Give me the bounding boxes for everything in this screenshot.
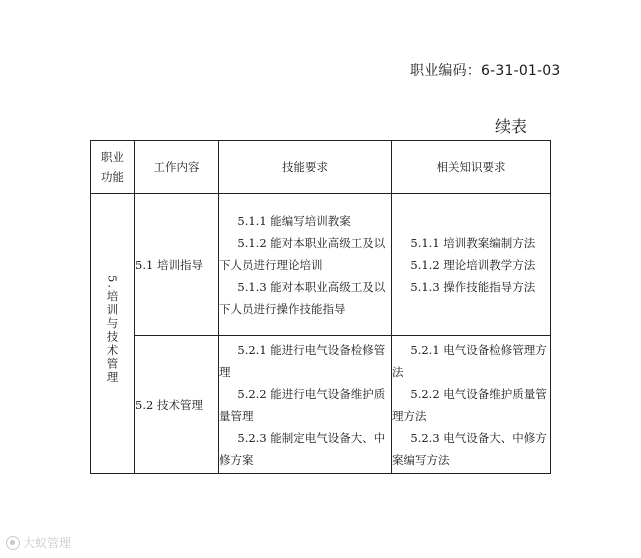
skill-item: 5.2.3 能制定电气设备大、中修方案 [219, 430, 386, 467]
skills-cell [219, 194, 392, 336]
table-header-row [91, 141, 551, 194]
function-cell [91, 194, 135, 474]
knowledge-item: 5.2.3 电气设备大、中修方案编写方法 [392, 430, 547, 467]
knowledge-item: 5.2.1 电气设备检修管理方法 [392, 342, 547, 379]
header-work-content: 工作内容 [135, 141, 219, 194]
occupation-code: 职业编码：6-31-01-03 [410, 63, 561, 79]
knowledge-cell [392, 194, 551, 336]
knowledge-item: 5.1.3 操作技能指导方法 [410, 279, 536, 294]
skill-item: 5.2.1 能进行电气设备检修管理 [219, 342, 386, 379]
table-row [91, 194, 551, 336]
header-function: 职业功能 [91, 141, 135, 194]
skill-item: 5.1.3 能对本职业高级工及以下人员进行操作技能指导 [219, 279, 386, 316]
skills-cell [219, 336, 392, 474]
knowledge-item: 5.2.2 电气设备维护质量管理方法 [392, 386, 547, 423]
skill-standard-table [90, 140, 551, 474]
skill-item: 5.1.1 能编写培训教案 [237, 213, 351, 228]
knowledge-item: 5.1.1 培训教案编制方法 [410, 235, 536, 250]
header-knowledge: 相关知识要求 [392, 141, 551, 194]
knowledge-item: 5.1.2 理论培训教学方法 [410, 257, 536, 272]
table-row [91, 336, 551, 474]
logo-mark-icon [6, 536, 20, 550]
skill-item: 5.2.2 能进行电气设备维护质量管理 [219, 386, 386, 423]
continued-label: 续表 [495, 117, 528, 136]
knowledge-cell [392, 336, 551, 474]
work-content-cell: 5.1 培训指导 [135, 194, 219, 336]
function-name: 5.培训与技术管理 [105, 275, 120, 385]
skill-item: 5.1.2 能对本职业高级工及以下人员进行理论培训 [219, 235, 386, 272]
header-skills: 技能要求 [219, 141, 392, 194]
work-content-cell: 5.2 技术管理 [135, 336, 219, 474]
watermark [6, 534, 71, 551]
watermark-text: 大蚁管理 [23, 536, 72, 550]
